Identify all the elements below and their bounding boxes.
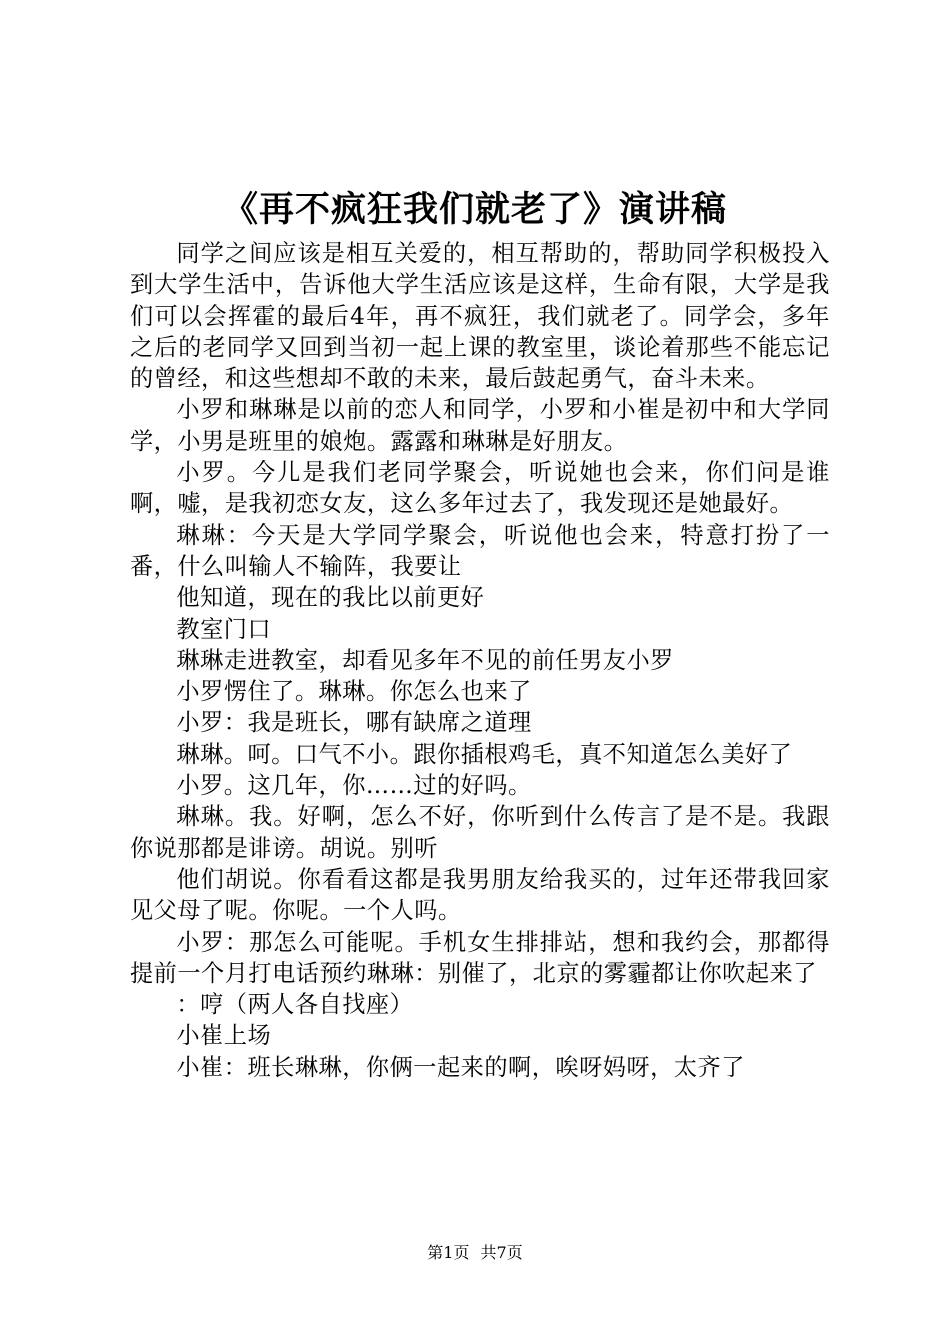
paragraph-4: 琳琳：今天是大学同学聚会，听说他也会来，特意打扮了一番，什么叫输人不输阵，我要让 [130, 521, 830, 580]
paragraph-14: 小罗：那怎么可能呢。手机女生排排站，想和我约会，那都得提前一个月打电话预约琳琳：别催了，北京的雾霾都让你吹起来了 [130, 928, 830, 987]
paragraph-1: 同学之间应该是相互关爱的，相互帮助的，帮助同学积极投入到大学生活中，告诉他大学生活应该是这样，生命有限，大学是我们可以会挥霍的最后4年，再不疯狂，我们就老了。同学会，多年之后的老同学又回到当初一起上课的教室里，谈论着那些不能忘记的曾经，和这些想却不敢的未来，最后鼓起勇气，奋斗未来。 [130, 240, 830, 393]
page-footer [0, 1242, 950, 1264]
page-number: 第1页 [427, 1243, 470, 1262]
paragraph-10: 琳琳。呵。口气不小。跟你插根鸡毛，真不知道怎么美好了 [176, 740, 793, 768]
paragraph-8: 小罗愣住了。琳琳。你怎么也来了 [176, 678, 532, 706]
paragraph-16: 小崔上场 [176, 1022, 272, 1050]
paragraph-7: 琳琳走进教室，却看见多年不见的前任男友小罗 [176, 646, 674, 674]
page-title: 《再不疯狂我们就老了》演讲稿 [222, 189, 727, 230]
paragraph-17: 小崔：班长琳琳，你俩一起来的啊，唉呀妈呀，太齐了 [176, 1053, 745, 1081]
paragraph-12: 琳琳。我。好啊，怎么不好，你听到什么传言了是不是。我跟你说那都是诽谤。胡说。别听 [130, 803, 830, 862]
paragraph-11: 小罗。这几年，你……过的好吗。 [176, 772, 532, 800]
paragraph-15: ：哼（两人各自找座） [176, 991, 414, 1019]
page-total: 共7页 [480, 1243, 523, 1262]
paragraph-3: 小罗。今儿是我们老同学聚会，听说她也会来，你们问是谁啊，嘘，是我初恋女友，这么多年过去了，我发现还是她最好。 [130, 459, 830, 518]
paragraph-13: 他们胡说。你看看这都是我男朋友给我买的，过年还带我回家见父母了呢。你呢。一个人吗。 [130, 865, 830, 925]
paragraph-5: 他知道，现在的我比以前更好 [176, 584, 485, 612]
document-body [130, 238, 830, 1083]
paragraph-6: 教室门口 [176, 615, 272, 643]
paragraph-9: 小罗：我是班长，哪有缺席之道理 [176, 709, 532, 737]
paragraph-2: 小罗和琳琳是以前的恋人和同学，小罗和小崔是初中和大学同学，小男是班里的娘炮。露露和琳琳是好朋友。 [130, 396, 830, 455]
